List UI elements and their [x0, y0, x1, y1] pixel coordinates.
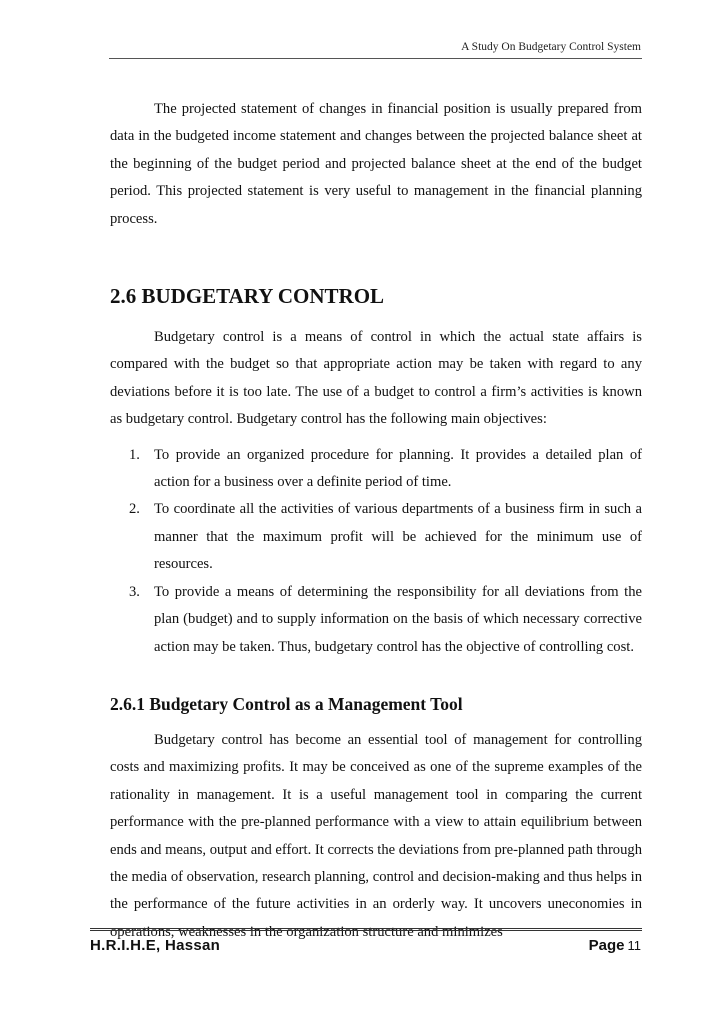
page-label: Page: [588, 937, 625, 954]
intro-paragraph: The projected statement of changes in financial position is usually prepared from data in the budgeted income statement and changes between the projected balance sheet at the beginning of the budget period and projected balance sheet at the end of the budget period. This projected statement is very useful to management in the financial planning process.: [110, 101, 642, 227]
list-item: To coordinate all the activities of various departments of a business firm in such a manner that the maximum profit will be achieved for the minimum use of resources.: [154, 501, 642, 573]
list-item: To provide a means of determining the responsibility for all deviations from the plan (budget) and to supply information on the basis of which necessary corrective action may be taken. Thus, budgetary control has the objective of controlling cost.: [154, 583, 642, 655]
running-header: A Study On Budgetary Control System: [461, 41, 641, 53]
subsection-paragraph: Budgetary control has become an essential tool of management for controlling costs and maximizing profits. It may be conceived as one of the supreme examples of the rationality in management. It is a useful management tool in comparing the current performance with the pre-planned performance with a view to attain equilibrium between ends and means, output and effort. It corrects the deviations from pre-planned path through the media of observation, research planning, control and decision-making and thus helps in the performance of the future activities in an orderly way. It uncovers uneconomies in operations, weaknesses in the organization structure and minimizes: [110, 731, 642, 940]
list-item: To provide an organized procedure for planning. It provides a detailed plan of action for a business over a definite period of time.: [154, 446, 642, 491]
objectives-list: [110, 442, 642, 661]
page-indicator: [589, 937, 641, 954]
page-number: 11: [627, 938, 641, 953]
footer-rule: [90, 928, 642, 933]
footer-institution: H.R.I.H.E, Hassan: [90, 937, 221, 954]
subsection-title: 2.6.1 Budgetary Control as a Management Tool: [110, 693, 463, 714]
section-paragraph: Budgetary control is a means of control in which the actual state affairs is compared with the budget so that appropriate action may be taken with regard to any deviations before it is too late. The use of a budget to control a firm’s activities is known as budgetary control. Budgetary control has the following main objectives:: [110, 329, 642, 428]
header-rule: [109, 58, 642, 59]
section-title: 2.6 BUDGETARY CONTROL: [110, 284, 385, 309]
page-body: [110, 96, 642, 946]
